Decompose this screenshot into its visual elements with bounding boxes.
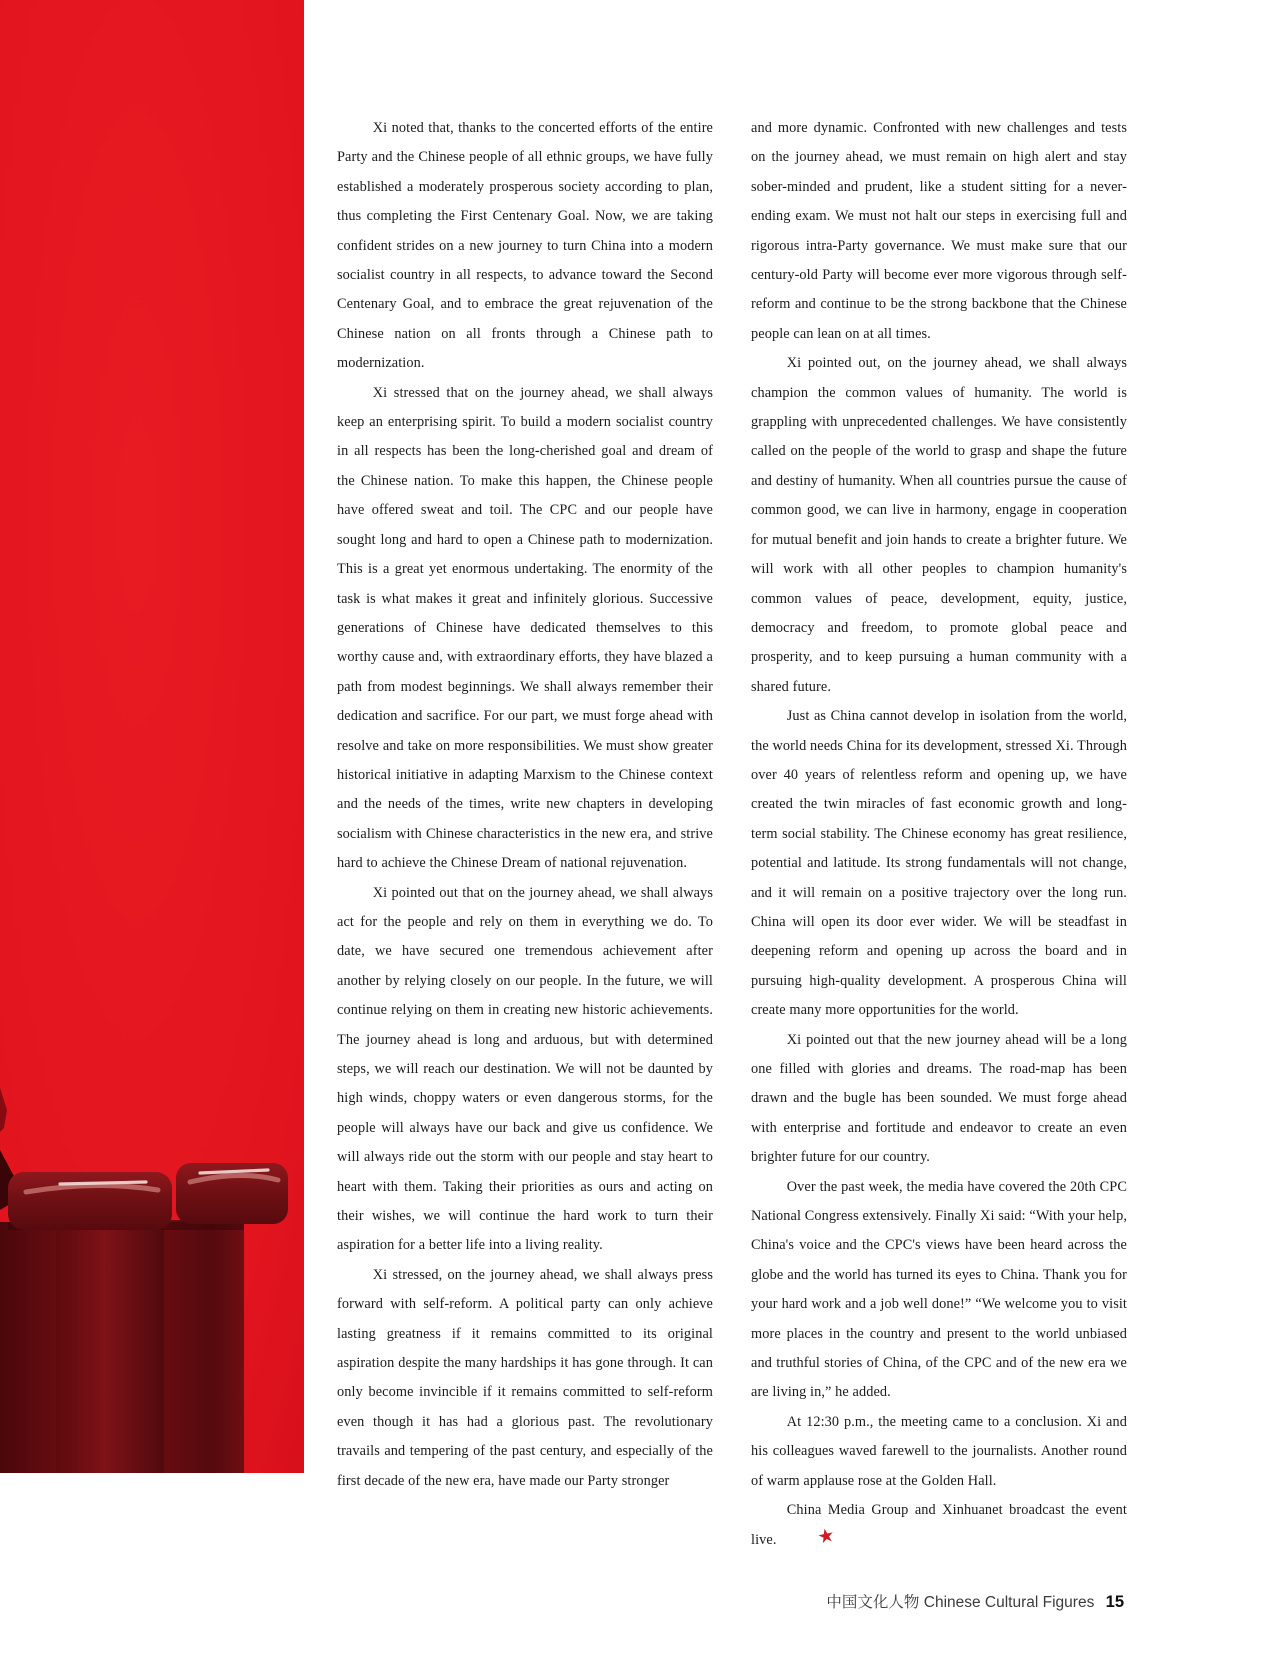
footer-label-cn: 中国文化人物	[826, 1594, 920, 1611]
article-column-left	[337, 114, 713, 1555]
paragraph: At 12:30 p.m., the meeting came to a conclusion. Xi and his colleagues waved farewell to the journalists. Another round of warm applause rose at the Golden Hall.	[751, 1413, 1127, 1489]
paragraph-last	[751, 1496, 1127, 1555]
paragraph: Xi pointed out, on the journey ahead, we shall always champion the common values of humanity. The world is grappling with unprecedented challenges. We have consistently called on the people of the world to grasp and shape the future and destiny of humanity. When all countries pursue the cause of common good, we can live in harmony, engage in cooperation for mutual benefit and join hands to create a brighter future. We will work with all other peoples to champion humanity's common values of peace, development, equity, justice, democracy and freedom, to promote global peace and prosperity, and to keep pursuing a human community with a shared future.	[751, 355, 1127, 695]
footer-label-en: Chinese Cultural Figures	[923, 1594, 1095, 1611]
red-star-end-icon: ★	[815, 1524, 837, 1549]
paragraph: Just as China cannot develop in isolation from the world, the world needs China for its development, stressed Xi. Through over 40 years of relentless reform and opening up, we have created the twin miracles of fast economic growth and long-term social stability. The Chinese economy has great resilience, potential and latitude. Its strong fundamentals will not change, and it will remain on a positive trajectory over the long run. China will open its door ever wider. We will be steadfast in deepening reform and opening up across the board and in pursuing high-quality development. A prosperous China will create many more opportunities for the world.	[751, 708, 1127, 1019]
paragraph: Xi pointed out that on the journey ahead, we shall always act for the people and rely on them in everything we do. To date, we have secured one tremendous achievement after another by relying closely on our people. In the future, we will continue relying on them in creating new historic achievements. The journey ahead is long and arduous, but with determined steps, we will reach our destination. We will not be daunted by high winds, choppy waters or even dangerous storms, for the people will always have our back and give us confidence. We will always ride out the storm with our people and stay heart to heart with them. Taking their priorities as ours and acting on their wishes, we will continue the hard work to turn their aspiration for a better life into a living reality.	[337, 884, 713, 1254]
paragraph-text: China Media Group and Xinhuanet broadcast the event live.	[751, 1502, 1127, 1548]
paragraph-continued: and more dynamic. Confronted with new challenges and tests on the journey ahead, we must remain on high alert and stay sober-minded and prudent, like a student sitting for a never-ending exam. We must not halt our steps in exercising full and rigorous intra-Party governance. We must make sure that our century-old Party will become ever more vigorous through self-reform and continue to be the strong backbone that the Chinese people can lean on at all times.	[751, 120, 1127, 342]
paragraph: Xi noted that, thanks to the concerted efforts of the entire Party and the Chinese people of all ethnic groups, we have fully established a moderately prosperous society according to plan, thus completing the First Centenary Goal. Now, we are taking confident strides on a new journey to turn China into a modern socialist country in all respects, to advance toward the Second Centenary Goal, and to embrace the great rejuvenation of the Chinese nation on all fronts through a Chinese path to modernization.	[337, 120, 713, 372]
article-column-right	[751, 114, 1127, 1555]
paragraph: Xi stressed, on the journey ahead, we shall always press forward with self-reform. A political party can only achieve lasting greatness if it remains committed to its original aspiration despite the many hardships it has gone through. It can only become invincible if it remains committed to self-reform even though it has had a glorious past. The revolutionary travails and tempering of the past century, and especially of the first decade of the new era, have made our Party stronger	[337, 1266, 713, 1489]
article-body	[337, 114, 1127, 1555]
footer-page-number: 15	[1105, 1593, 1124, 1611]
paragraph: Xi stressed that on the journey ahead, we shall always keep an enterprising spirit. To build a modern socialist country in all respects has been the long-cherished goal and dream of the Chinese nation. To make this happen, the Chinese people have offered sweat and toil. The CPC and our people have sought long and hard to open a Chinese path to modernization. This is a great yet enormous undertaking. The enormity of the task is what makes it great and infinitely glorious. Successive generations of Chinese have dedicated themselves to this worthy cause and, with extraordinary efforts, they have blazed a path from modest beginnings. We shall always remember their dedication and sacrifice. For our part, we must forge ahead with resolve and take on more responsibilities. We must show greater historical initiative in adapting Marxism to the Chinese context and the needs of the times, write new chapters in developing socialism with Chinese characteristics in the new era, and strive hard to achieve the Chinese Dream of national rejuvenation.	[337, 384, 713, 872]
red-backdrop-illustration	[0, 0, 304, 1473]
paragraph: Over the past week, the media have covered the 20th CPC National Congress extensively. Finally Xi said: “With your help, China's voice and the CPC's views have been heard across the globe and the world has turned its eyes to China. Thank you for your hard work and a job well done!” “We welcome you to visit more places in the country and present to the world unbiased and truthful stories of China, of the CPC and of the new era we are living in,” he added.	[751, 1178, 1127, 1401]
page-footer	[826, 1590, 1124, 1612]
paragraph: Xi pointed out that the new journey ahead will be a long one filled with glories and dreams. The road-map has been drawn and the bugle has been sounded. We must forge ahead with enterprise and fortitude and endeavor to create an even brighter future for our country.	[751, 1031, 1127, 1166]
red-backdrop-photo	[0, 0, 304, 1473]
